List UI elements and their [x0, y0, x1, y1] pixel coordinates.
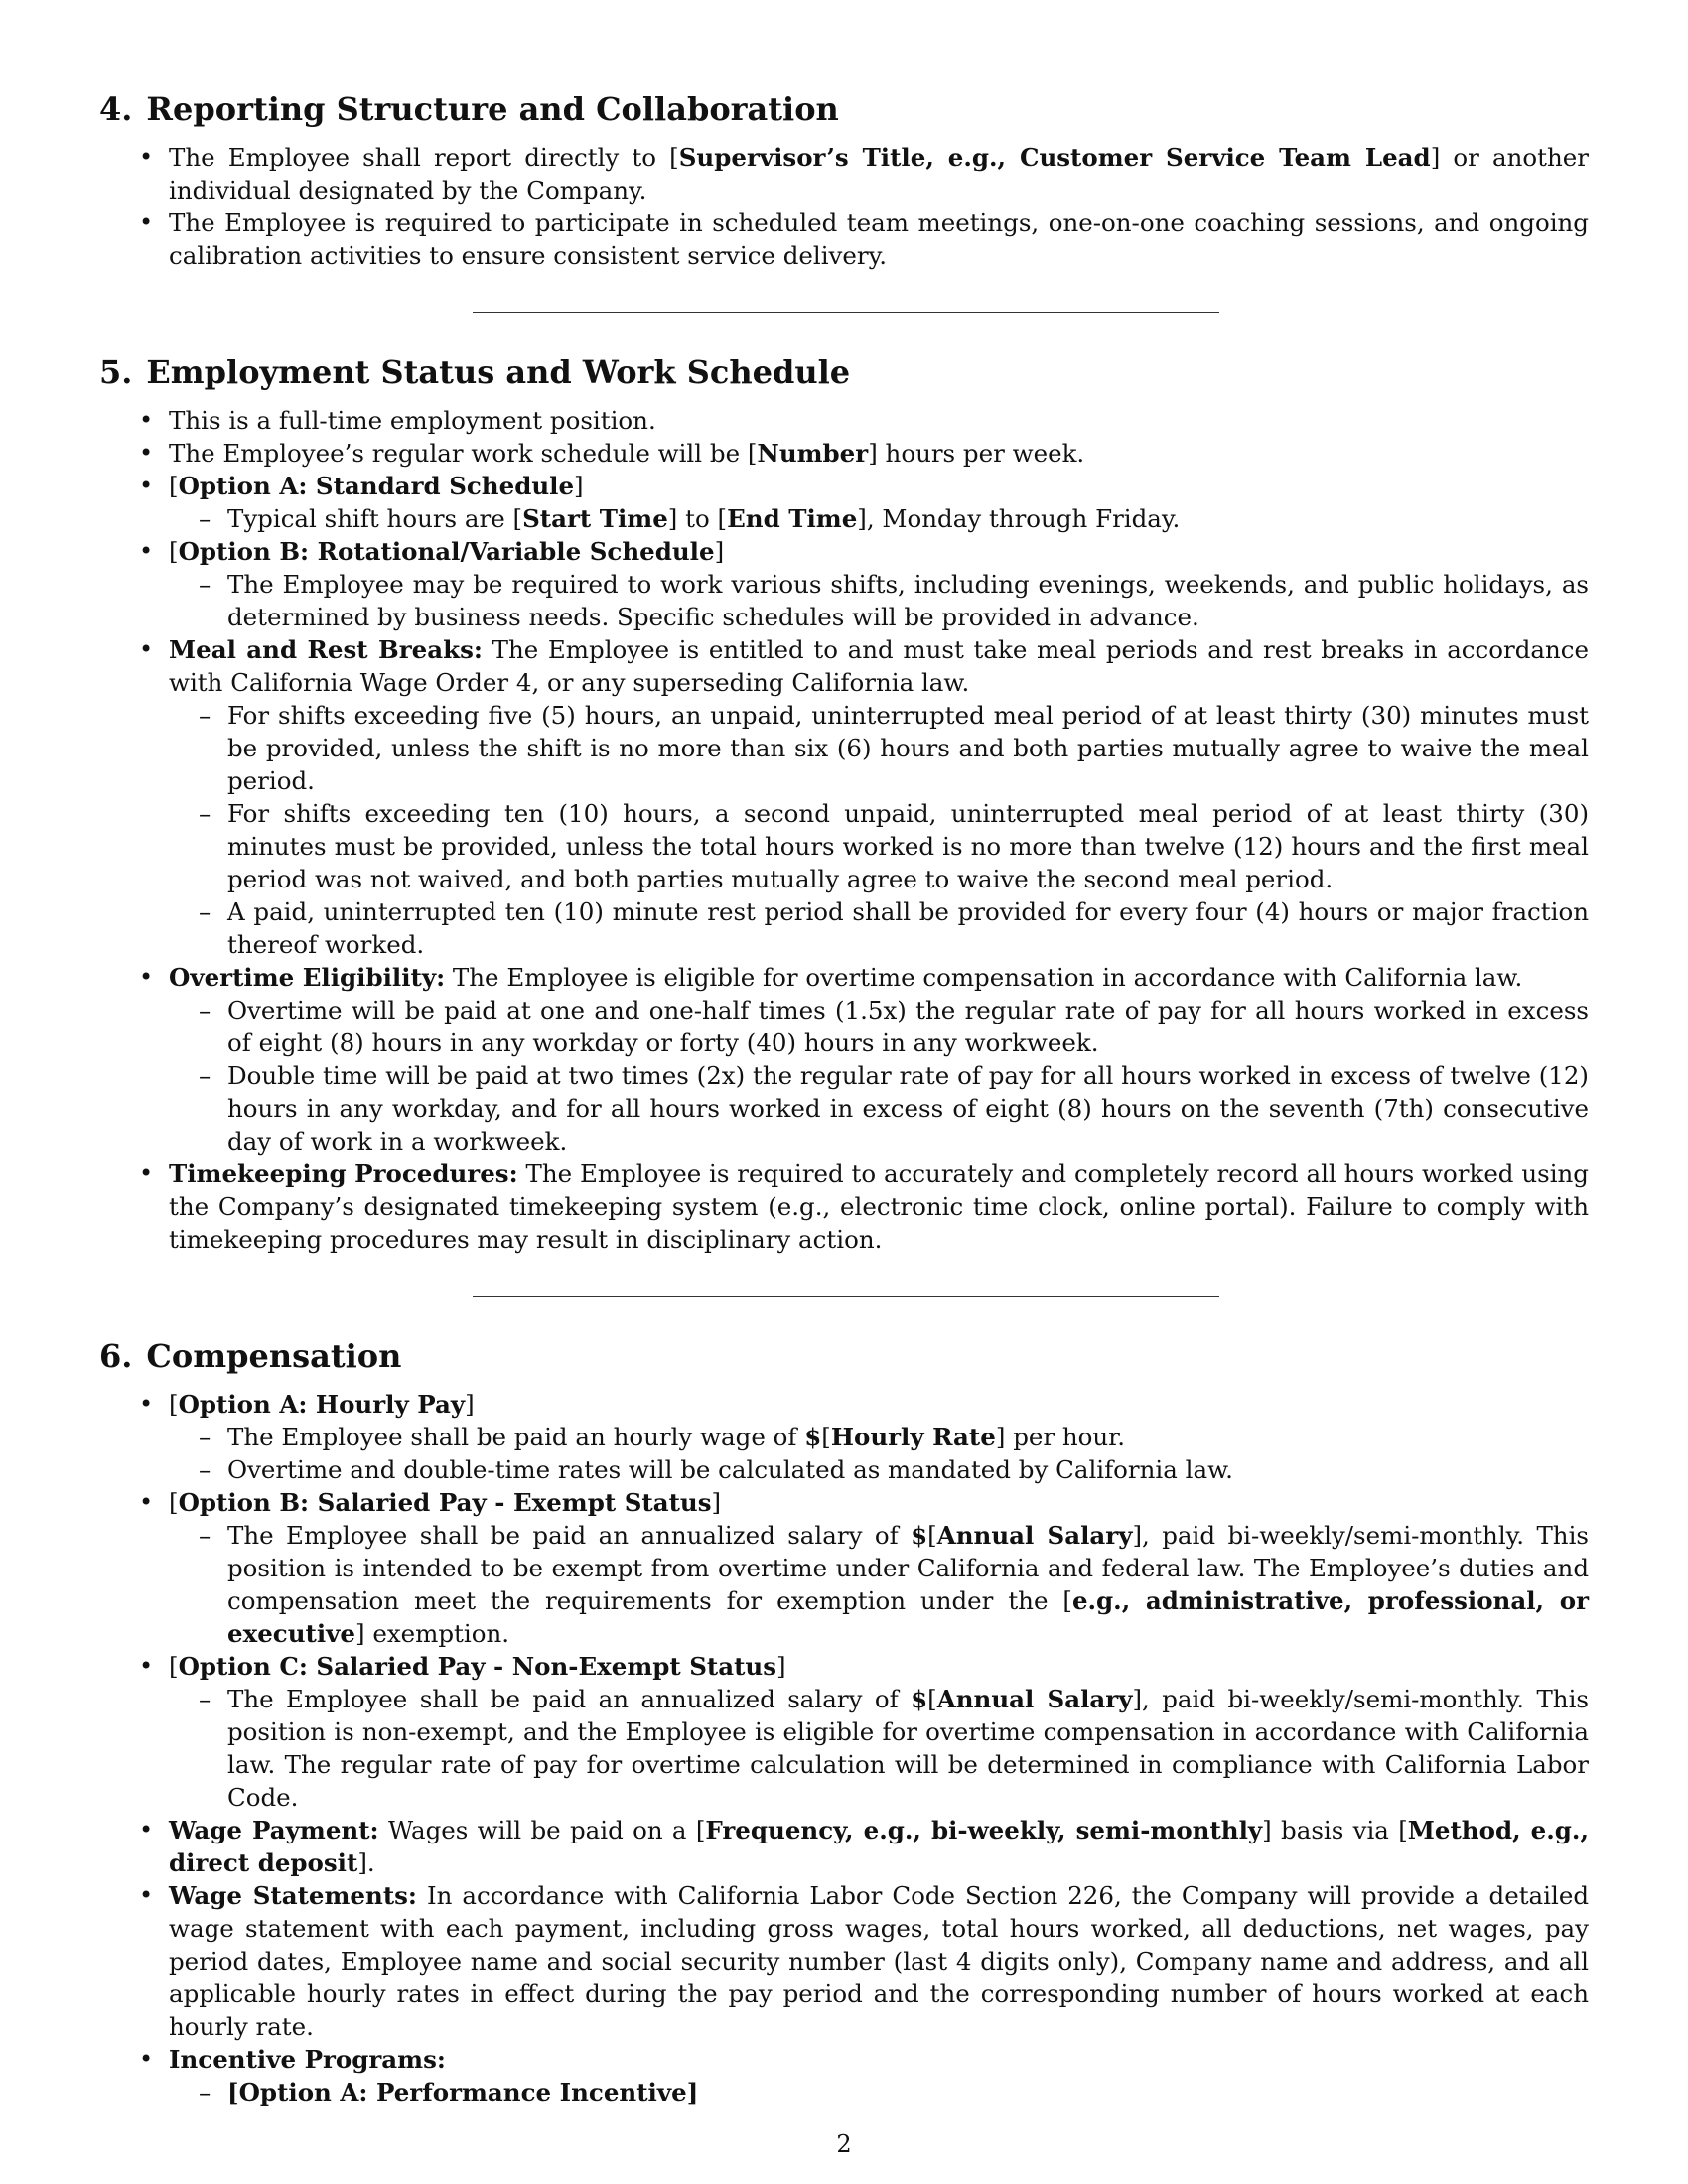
sub-list: [169, 2076, 1589, 2109]
list-item: • This is a full-time employment position.: [99, 404, 1589, 437]
sub-list-item: – Typical shift hours are [Start Time] to [End Time], Monday through Friday.: [169, 502, 1589, 535]
section-5: [99, 352, 1589, 1256]
section-divider: [473, 312, 1219, 313]
list-item: • Overtime Eligibility: The Employee is eligible for overtime compensation in accordance with California law. – Overtime will be paid at one and one-half times (1.5x) the regular rate of pay for all hours worked in excess of eight (8) hours in any workday or forty (40) hours in any workweek. – Double time will be paid at two times (2x) the regular rate of pay for all hours worked in excess of twelve (12) hours in any workday, and for all hours worked in excess of eight (8) hours on the seventh (7th) consecutive day of work in a workweek.: [99, 961, 1589, 1158]
section-4: [99, 89, 1589, 272]
sub-list-item: – The Employee may be required to work various shifts, including evenings, weekends, and public holidays, as determined by business needs. Specific schedules will be provided in advance.: [169, 568, 1589, 633]
sub-list-item: – [Option A: Performance Incentive]: [169, 2076, 1589, 2109]
sub-list: [169, 568, 1589, 633]
sub-list-item: – Double time will be paid at two times (2x) the regular rate of pay for all hours worked in excess of twelve (12) hours in any workday, and for all hours worked in excess of eight (8) hours on the seventh (7th) consecutive day of work in a workweek.: [169, 1059, 1589, 1158]
list-item: • Incentive Programs: – [Option A: Performance Incentive]: [99, 2043, 1589, 2109]
section-5-list: [99, 404, 1589, 1256]
list-item: • Meal and Rest Breaks: The Employee is entitled to and must take meal periods and rest breaks in accordance with California Wage Order 4, or any superseding California law. – For shifts exceeding five (5) hours, an unpaid, uninterrupted meal period of at least thirty (30) minutes must be provided, unless the shift is no more than six (6) hours and both parties mutually agree to waive the meal period. – For shifts exceeding ten (10) hours, a second unpaid, uninterrupted meal period of at least thirty (30) minutes must be provided, unless the total hours worked is no more than twelve (12) hours and the first meal period was not waived, and both parties mutually agree to waive the second meal period. – A paid, uninterrupted ten (10) minute rest period shall be provided for every four (4) hours or major fraction thereof worked.: [99, 633, 1589, 961]
page-number: 2: [836, 2130, 852, 2158]
sub-list-item: – Overtime and double-time rates will be calculated as mandated by California law.: [169, 1453, 1589, 1486]
list-item: • [Option A: Hourly Pay] – The Employee shall be paid an hourly wage of $[Hourly Rate] per hour. – Overtime and double-time rates will be calculated as mandated by California law.: [99, 1388, 1589, 1486]
sub-list: [169, 699, 1589, 961]
list-item: • The Employee’s regular work schedule will be [Number] hours per week.: [99, 437, 1589, 470]
list-item: • [Option A: Standard Schedule] – Typical shift hours are [Start Time] to [End Time], Monday through Friday.: [99, 470, 1589, 535]
section-divider: [473, 1296, 1219, 1297]
sub-list: [169, 502, 1589, 535]
section-6: [99, 1336, 1589, 2109]
section-5-heading: 5. Employment Status and Work Schedule: [99, 353, 851, 391]
list-item: • Timekeeping Procedures: The Employee is required to accurately and completely record all hours worked using the Company’s designated timekeeping system (e.g., electronic time clock, online portal). Failure to comply with timekeeping procedures may result in disciplinary action.: [99, 1158, 1589, 1256]
list-item: • [Option B: Salaried Pay - Exempt Status] – The Employee shall be paid an annualized salary of $[Annual Salary], paid bi-weekly/semi-monthly. This position is intended to be exempt from overtime under California and federal law. The Employee’s duties and compensation meet the requirements for exemption under the [e.g., administrative, professional, or executive] exemption.: [99, 1486, 1589, 1650]
sub-list-item: – A paid, uninterrupted ten (10) minute rest period shall be provided for every four (4) hours or major fraction thereof worked.: [169, 895, 1589, 961]
sub-list-item: – The Employee shall be paid an annualized salary of $[Annual Salary], paid bi-weekly/semi-monthly. This position is non-exempt, and the Employee is eligible for overtime compensation in accordance with California law. The regular rate of pay for overtime calculation will be determined in compliance with California Labor Code.: [169, 1683, 1589, 1814]
sub-list-item: – For shifts exceeding ten (10) hours, a second unpaid, uninterrupted meal period of at least thirty (30) minutes must be provided, unless the total hours worked is no more than twelve (12) hours and the first meal period was not waived, and both parties mutually agree to waive the second meal period.: [169, 797, 1589, 895]
sub-list: [169, 1519, 1589, 1650]
section-6-heading: 6. Compensation: [99, 1337, 402, 1375]
list-item: • The Employee is required to participate in scheduled team meetings, one-on-one coaching sessions, and ongoing calibration activities to ensure consistent service delivery.: [99, 206, 1589, 272]
list-item: • Wage Payment: Wages will be paid on a [Frequency, e.g., bi-weekly, semi-monthly] basis via [Method, e.g., direct deposit].: [99, 1814, 1589, 1879]
section-6-list: [99, 1388, 1589, 2109]
section-4-heading: 4. Reporting Structure and Collaboration: [99, 90, 839, 128]
sub-list: [169, 1421, 1589, 1486]
sub-list-item: – The Employee shall be paid an hourly wage of $[Hourly Rate] per hour.: [169, 1421, 1589, 1453]
list-item: • Wage Statements: In accordance with California Labor Code Section 226, the Company will provide a detailed wage statement with each payment, including gross wages, total hours worked, all deductions, net wages, pay period dates, Employee name and social security number (last 4 digits only), Company name and address, and all applicable hourly rates in effect during the pay period and the corresponding number of hours worked at each hourly rate.: [99, 1879, 1589, 2043]
sub-list-item: – The Employee shall be paid an annualized salary of $[Annual Salary], paid bi-weekly/semi-monthly. This position is intended to be exempt from overtime under California and federal law. The Employee’s duties and compensation meet the requirements for exemption under the [e.g., administrative, professional, or executive] exemption.: [169, 1519, 1589, 1650]
sub-list-item: – For shifts exceeding five (5) hours, an unpaid, uninterrupted meal period of at least thirty (30) minutes must be provided, unless the shift is no more than six (6) hours and both parties mutually agree to waive the meal period.: [169, 699, 1589, 797]
sub-list: [169, 1683, 1589, 1814]
document-page: [99, 89, 1589, 2109]
list-item: • [Option C: Salaried Pay - Non-Exempt Status] – The Employee shall be paid an annualized salary of $[Annual Salary], paid bi-weekly/semi-monthly. This position is non-exempt, and the Employee is eligible for overtime compensation in accordance with California law. The regular rate of pay for overtime calculation will be determined in compliance with California Labor Code.: [99, 1650, 1589, 1814]
sub-list-item: – Overtime will be paid at one and one-half times (1.5x) the regular rate of pay for all hours worked in excess of eight (8) hours in any workday or forty (40) hours in any workweek.: [169, 994, 1589, 1059]
list-item: • The Employee shall report directly to [Supervisor’s Title, e.g., Customer Service Team Lead] or another individual designated by the Company.: [99, 141, 1589, 206]
sub-list: [169, 994, 1589, 1158]
list-item: • [Option B: Rotational/Variable Schedule] – The Employee may be required to work various shifts, including evenings, weekends, and public holidays, as determined by business needs. Specific schedules will be provided in advance.: [99, 535, 1589, 633]
section-4-list: [99, 141, 1589, 272]
